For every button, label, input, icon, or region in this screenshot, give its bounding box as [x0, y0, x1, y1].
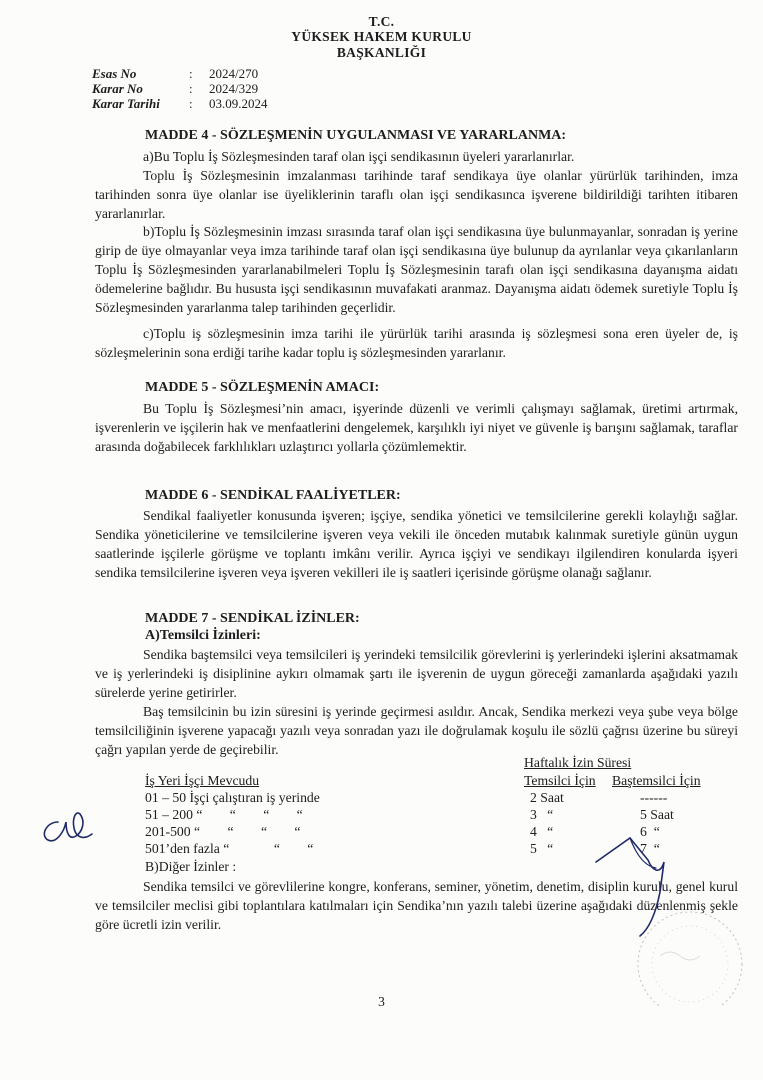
meta-value: 03.09.2024	[209, 96, 268, 111]
table-cell: 201-500 “ “ “ “	[145, 824, 301, 839]
madde7-subsection-a: A)Temsilci İzinleri:	[145, 628, 261, 643]
madde7-title: MADDE 7 - SENDİKAL İZİNLER:	[145, 611, 360, 626]
header-institution: YÜKSEK HAKEM KURULU	[291, 29, 472, 44]
page-number: 3	[378, 994, 385, 1009]
madde4-paragraph-a: a)Bu Toplu İş Sözleşmesinden taraf olan işçi sendikasının üyeleri yararlanırlar.	[143, 149, 575, 164]
madde4-paragraph-c	[95, 324, 738, 362]
table-cell: 3 “	[530, 807, 554, 822]
paragraph-text: b)Toplu İş Sözleşmesinin imzası sırasında taraf olan işçi sendikasına üye bulunmayanlar, sonradan iş yerine girip de üye olmayanlar veya imza tarihinde taraf olan işçi sendikasına üye bulunup da ayrılanlar veya çıkarılanların Toplu İş Sözleşmesinden yararlanabilmeleri Toplu İş Sözleşmesinin tarafı olan işçi sendikasına dayanışma aidatı ödemelerine bağlıdır. Bu hususta işçi sendikasının muvafakati aranmaz. Dayanışma aidatı ödemek suretiyle Toplu İş Sözleşmesinden yararlanma talep tarihinden geçerlidir.	[95, 224, 738, 315]
header-tc: T.C.	[368, 14, 395, 29]
meta-row-tarih	[92, 96, 332, 112]
meta-label: Karar Tarihi	[92, 96, 160, 111]
madde5-paragraph	[95, 399, 738, 456]
meta-value: 2024/270	[209, 66, 259, 81]
table-cell: 7 “	[640, 841, 660, 856]
table-cell: ------	[640, 790, 668, 805]
handwritten-initials	[36, 808, 94, 848]
header-presidency: BAŞKANLIĞI	[336, 45, 427, 60]
table-col-header: Temsilci İçin	[524, 773, 596, 788]
table-cell: 4 “	[530, 824, 554, 839]
meta-label: Karar No	[92, 81, 143, 96]
meta-sep: :	[189, 66, 193, 81]
case-meta	[92, 66, 332, 118]
madde6-paragraph	[95, 506, 738, 582]
official-stamp	[600, 906, 763, 1006]
meta-value: 2024/329	[209, 81, 259, 96]
paragraph-text: Toplu İş Sözleşmesinin imzalanması tarihinde taraf sendikaya üye olanlar yürürlük tarihinden, imza tarihinden sonra üye olanlar ise üyeliklerinin taraflı olan işçi sendikasınca işverene bildirildiği tarihten itibaren yararlanırlar.	[95, 168, 738, 221]
table-cell: 01 – 50 İşçi çalıştıran iş yerinde	[145, 790, 320, 805]
paragraph-text: Sendikal faaliyetler konusunda işveren; işçiye, sendika yönetici ve temsilcilerine gerekli kolaylığı sağlar. Sendika yöneticilerine ve temsilcilerine işveren veya vekili ile önceden mutabık kalınmak suretiyle günün uygun saatlerinde işçilerle görüşme ve toplantı imkânı verilir. Ayrıca işçiyi ve sendikayı ilgilendiren konularda işyeri sendika temsilcilerine işveren veya işveren vekilleri ile iş saatleri içerisinde görüşme olanağı sağlanır.	[95, 508, 738, 580]
paragraph-text: Sendika baştemsilci veya temsilcileri iş yerindeki temsilcilik görevlerini iş yerlerindeki işlerini aksatmamak ve iş yerlerindeki iş disiplinine aykırı olmamak şartı ile işverenin de uygun göreceği zamanlarda aşağıdaki yazılı sürelerde yerine getirirler.	[95, 647, 738, 700]
meta-label: Esas No	[92, 66, 137, 81]
paragraph-text: Sendika temsilci ve görevlilerine kongre, konferans, seminer, yönetim, denetim, disiplin kurulu, genel kurul ve temsilciler meclisi gibi toplantılara katılmaları için Sendika’nın yazılı talebi üzerine aşağıdaki düzenlenmiş şekle göre ücretli izin verilir.	[95, 879, 738, 932]
table-cell: 2 Saat	[530, 790, 564, 805]
madde4-paragraph-b	[95, 222, 738, 317]
table-col-header: İş Yeri İşçi Mevcudu	[145, 773, 260, 788]
madde6-title: MADDE 6 - SENDİKAL FAALİYETLER:	[145, 488, 401, 503]
table-col-header: Baştemsilci İçin	[612, 773, 701, 788]
madde5-title: MADDE 5 - SÖZLEŞMENİN AMACI:	[145, 380, 380, 395]
paragraph-text: Bu Toplu İş Sözleşmesi’nin amacı, işyerinde düzenli ve verimli çalışmayı sağlamak, üretimi artırmak, işverenlerin ve işçilerin hak ve menfaatlerini dengelemek, karşılıklı iyi niyet ve güvenle iş barışını sağlamak, taraflar arasında doğabilecek farklılıkları uzlaştırıcı yollarla çözümlemektir.	[95, 401, 738, 454]
table-cell: 6 “	[640, 824, 660, 839]
madde7-subsection-b: B)Diğer İzinler :	[145, 859, 237, 874]
table-cell: 51 – 200 “ “ “ “	[145, 807, 303, 822]
madde4-title: MADDE 4 - SÖZLEŞMENİN UYGULANMASI VE YARARLANMA:	[145, 128, 567, 143]
meta-sep: :	[189, 96, 193, 111]
table-heading: Haftalık İzin Süresi	[524, 755, 632, 770]
table-cell: 5 Saat	[640, 807, 674, 822]
meta-row-karar	[92, 81, 332, 97]
meta-sep: :	[189, 81, 193, 96]
table-cell: 5 “	[530, 841, 554, 856]
paragraph-text: Baş temsilcinin bu izin süresini iş yerinde geçirmesi asıldır. Ancak, Sendika merkezi veya şube veya bölge temsilciliğinin işverene yapacağı yazılı veya sonradan yazı ile doğrulamak koşulu ile sözlü çağrısı üzerine bu süreyi çağrı yapılan yerde de geçirebilir.	[95, 704, 738, 757]
madde7-paragraph	[95, 645, 738, 702]
madde4-paragraph	[95, 166, 738, 223]
madde7-paragraph	[95, 702, 738, 759]
paragraph-text: c)Toplu iş sözleşmesinin imza tarihi ile yürürlük tarihi arasında iş sözleşmesi sona eren üyeler de, iş sözleşmelerinin sona erdiği tarihe kadar toplu iş sözleşmesinden yararlanır.	[95, 326, 738, 360]
meta-row-esas	[92, 66, 332, 82]
table-cell: 501’den fazla “ “ “	[145, 841, 314, 856]
